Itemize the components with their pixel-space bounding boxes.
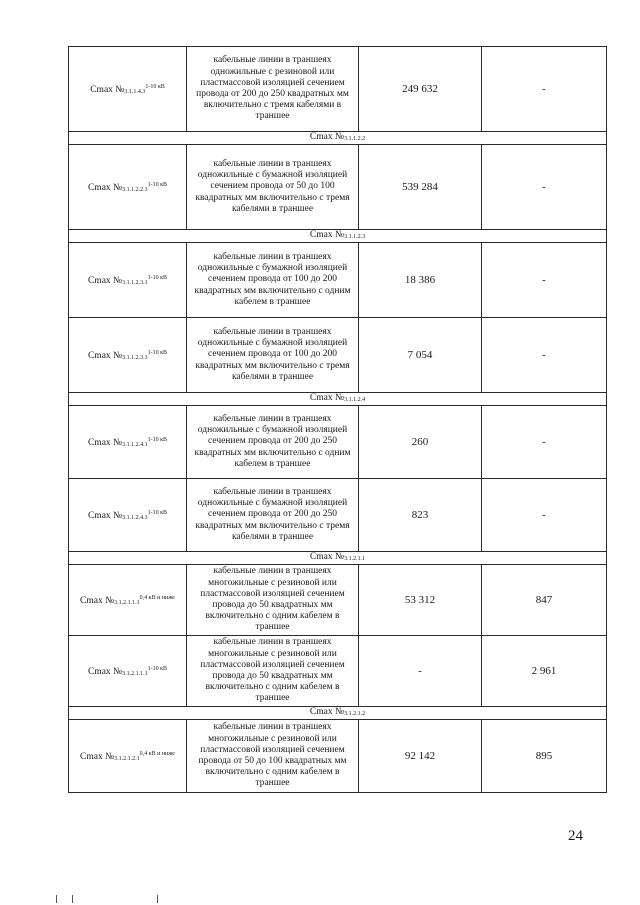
rate-code-cell bbox=[69, 47, 187, 132]
value-cell-2: - bbox=[482, 243, 607, 318]
rate-code-voltage: 1-10 кВ bbox=[147, 665, 168, 672]
value-cell-1: 539 284 bbox=[359, 145, 482, 230]
rate-code-cell bbox=[69, 565, 187, 636]
line-description: кабельные линии в траншеях одножильные с бумажной изоляцией сечением провода от 200 до 250 квадратных мм включительно с тремя кабелями в траншее bbox=[187, 479, 359, 552]
value-cell-1: - bbox=[359, 636, 482, 707]
value-cell-1: 92 142 bbox=[359, 720, 482, 793]
value-cell-2: - bbox=[482, 318, 607, 393]
line-description: кабельные линии в траншеях многожильные с резиновой или пластмассовой изоляцией сечением провода от 50 до 100 квадратных мм включительно с одним кабелем в траншее bbox=[187, 720, 359, 793]
line-description: кабельные линии в траншеях многожильные с резиновой или пластмассовой изоляцией сечением провода до 50 квадратных мм включительно с одним кабелем в траншее bbox=[187, 636, 359, 707]
value-cell-1: 249 632 bbox=[359, 47, 482, 132]
value-cell-2: - bbox=[482, 47, 607, 132]
value-cell-2: 895 bbox=[482, 720, 607, 793]
rate-code-subscript: 3.1.1.2.3.1 bbox=[122, 279, 148, 286]
line-description: кабельные линии в траншеях многожильные с резиновой или пластмассовой изоляцией сечением провода до 50 квадратных мм включительно с одним кабелем в траншее bbox=[187, 565, 359, 636]
table-row bbox=[69, 406, 607, 479]
section-header-row bbox=[69, 230, 607, 243]
table-row bbox=[69, 565, 607, 636]
rate-code-prefix: Cmax № bbox=[87, 350, 123, 361]
line-description: кабельные линии в траншеях одножильные с бумажной изоляцией сечением провода от 200 до 250 квадратных мм включительно с одним кабелем в траншее bbox=[187, 406, 359, 479]
rate-code-prefix: Cmax № bbox=[80, 751, 115, 762]
section-header-subscript: 3.1.1.2.2 bbox=[344, 136, 366, 142]
value-cell-1: 7 054 bbox=[359, 318, 482, 393]
section-header bbox=[69, 230, 607, 243]
rate-code-prefix: Cmax № bbox=[87, 275, 123, 286]
rate-code-voltage: 1-10 кВ bbox=[147, 509, 168, 516]
rate-code-cell bbox=[69, 720, 187, 793]
section-header-row bbox=[69, 393, 607, 406]
tariff-table-body bbox=[69, 47, 607, 793]
rate-code-prefix: Cmax № bbox=[87, 437, 123, 448]
section-header-row bbox=[69, 132, 607, 145]
rate-code-voltage: 1-10 кВ bbox=[145, 83, 165, 90]
rate-code-voltage: 1-10 кВ bbox=[147, 181, 168, 188]
rate-code-prefix: Cmax № bbox=[87, 666, 123, 677]
section-header bbox=[69, 393, 607, 406]
value-cell-2: - bbox=[482, 479, 607, 552]
table-row bbox=[69, 243, 607, 318]
table-row bbox=[69, 145, 607, 230]
rate-code-cell bbox=[69, 479, 187, 552]
value-cell-1: 18 386 bbox=[359, 243, 482, 318]
rate-code-subscript: 3.1.1.2.2.3 bbox=[122, 186, 148, 193]
value-cell-2: - bbox=[482, 145, 607, 230]
value-cell-1: 53 312 bbox=[359, 565, 482, 636]
rate-code-voltage: 0,4 кВ и ниже bbox=[139, 750, 175, 757]
rate-code-voltage: 1-10 кВ bbox=[147, 436, 168, 443]
rate-code-voltage: 1-10 кВ bbox=[147, 349, 168, 356]
rate-code-subscript: 3.1.1.4.3 bbox=[124, 88, 146, 95]
table-row bbox=[69, 479, 607, 552]
table-row bbox=[69, 47, 607, 132]
value-cell-2: - bbox=[482, 406, 607, 479]
rate-code-prefix: Cmax № bbox=[87, 182, 123, 193]
section-header-subscript: 3.1.1.2.3 bbox=[344, 234, 366, 240]
line-description: кабельные линии в траншеях одножильные с резиновой или пластмассовой изоляцией сечением провода от 200 до 250 квадратных мм включительно с тремя кабелями в траншее bbox=[187, 47, 359, 132]
line-description: кабельные линии в траншеях одножильные с бумажной изоляцией сечением провода от 100 до 200 квадратных мм включительно с тремя кабелями в траншее bbox=[187, 318, 359, 393]
table-row bbox=[69, 720, 607, 793]
section-header-prefix: Cmax № bbox=[309, 552, 345, 562]
table-row bbox=[69, 636, 607, 707]
section-header-prefix: Cmax № bbox=[309, 393, 345, 403]
table-row bbox=[69, 318, 607, 393]
section-header-subscript: 3.1.2.1.2 bbox=[344, 711, 366, 717]
rate-code-subscript: 3.1.2.1.1.1 bbox=[114, 599, 140, 606]
section-header-subscript: 3.1.2.1.1 bbox=[344, 556, 366, 562]
rate-code-subscript: 3.1.2.1.1.1 bbox=[122, 670, 148, 677]
rate-code-prefix: Cmax № bbox=[80, 595, 115, 606]
rate-code-subscript: 3.1.1.2.4.3 bbox=[122, 514, 148, 521]
page-number: 24 bbox=[568, 828, 583, 844]
rate-code-prefix: Cmax № bbox=[87, 510, 123, 521]
section-header-row bbox=[69, 707, 607, 720]
line-description: кабельные линии в траншеях одножильные с бумажной изоляцией сечением провода от 100 до 200 квадратных мм включительно с одним кабелем в траншее bbox=[187, 243, 359, 318]
rate-code-subscript: 3.1.2.1.2.1 bbox=[114, 755, 140, 762]
rate-code-cell bbox=[69, 318, 187, 393]
line-description: кабельные линии в траншеях одножильные с бумажной изоляцией сечением провода от 50 до 100 квадратных мм включительно с тремя кабелями в траншее bbox=[187, 145, 359, 230]
section-header-prefix: Cmax № bbox=[309, 707, 345, 717]
rate-code-cell bbox=[69, 406, 187, 479]
value-cell-2: 2 961 bbox=[482, 636, 607, 707]
tariff-table bbox=[68, 46, 607, 793]
rate-code-prefix: Cmax № bbox=[90, 84, 125, 95]
section-header-row bbox=[69, 552, 607, 565]
section-header bbox=[69, 132, 607, 145]
rate-code-cell bbox=[69, 145, 187, 230]
section-header-prefix: Cmax № bbox=[309, 230, 345, 240]
rate-code-cell bbox=[69, 243, 187, 318]
rate-code-subscript: 3.1.1.2.3.3 bbox=[122, 354, 148, 361]
rate-code-voltage: 0,4 кВ и ниже bbox=[139, 594, 175, 601]
section-header bbox=[69, 552, 607, 565]
value-cell-1: 260 bbox=[359, 406, 482, 479]
value-cell-2: 847 bbox=[482, 565, 607, 636]
rate-code-cell bbox=[69, 636, 187, 707]
section-header-prefix: Cmax № bbox=[309, 132, 345, 142]
section-header bbox=[69, 707, 607, 720]
section-header-subscript: 3.1.1.2.4 bbox=[344, 397, 366, 403]
scan-edge-marks bbox=[56, 895, 176, 903]
rate-code-voltage: 1-10 кВ bbox=[147, 274, 168, 281]
rate-code-subscript: 3.1.1.2.4.1 bbox=[122, 441, 148, 448]
value-cell-1: 823 bbox=[359, 479, 482, 552]
